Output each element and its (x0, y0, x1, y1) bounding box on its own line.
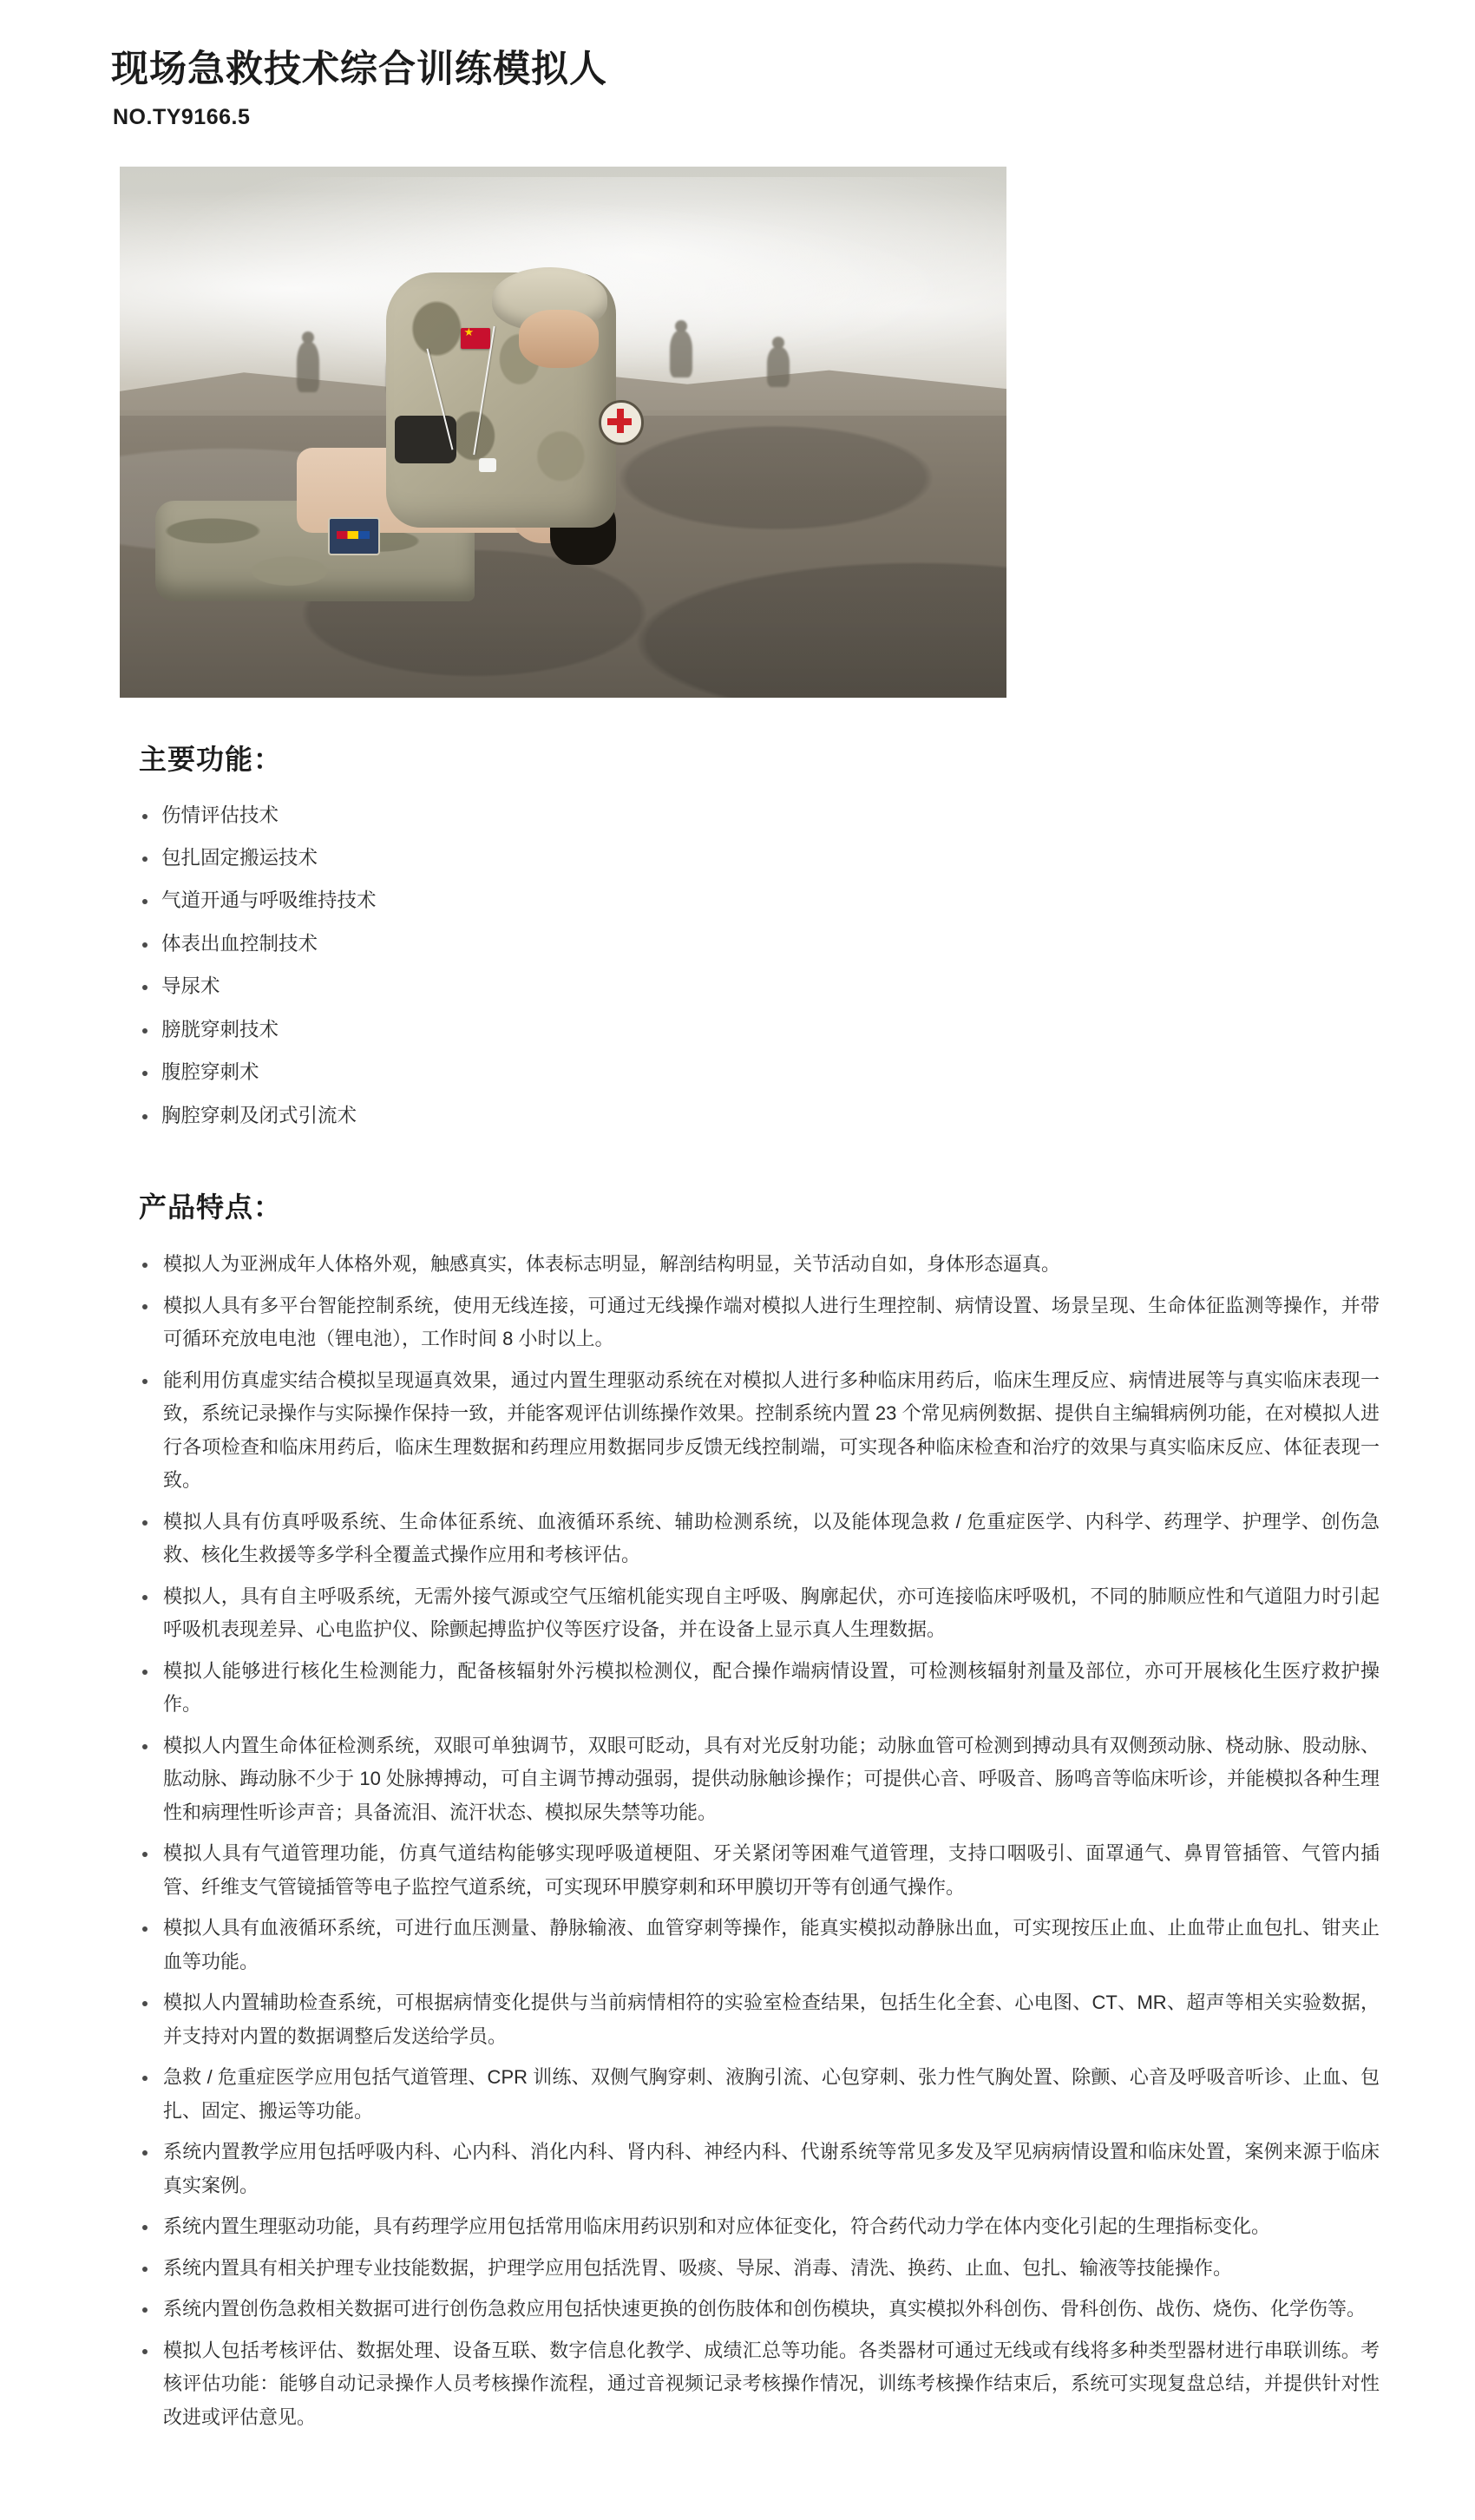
section-title-main-functions: 主要功能： (139, 743, 283, 775)
list-item: 模拟人具有多平台智能控制系统，使用无线连接，可通过无线操作端对模拟人进行生理控制、病情设置、场景呈现、生命体征监测等操作，并带可循环充放电电池（锂电池），工作时间 8 小时以上。 (139, 1290, 1380, 1356)
list-item: 急救 / 危重症医学应用包括气道管理、CPR 训练、双侧气胸穿刺、液胸引流、心包穿刺、张力性气胸处置、除颤、心音及呼吸音听诊、止血、包扎、固定、搬运等功能。 (139, 2061, 1380, 2128)
background-soldier-figure (297, 342, 319, 392)
red-cross-patch-icon (599, 400, 644, 445)
list-item: 模拟人具有仿真呼吸系统、生命体征系统、血液循环系统、辅助检测系统，以及能体现急救 / 危重症医学、内科学、药理学、护理学、创伤急救、核化生救援等多学科全覆盖式操作应用和考核评估。 (139, 1506, 1380, 1572)
list-item: 胸腔穿刺及闭式引流术 (139, 1100, 1380, 1132)
background-soldier-figure (767, 347, 790, 387)
main-functions-list (139, 800, 1380, 1132)
hero-image (120, 167, 1006, 698)
section-main-functions (139, 738, 1380, 1132)
list-item: 模拟人内置生命体征检测系统，双眼可单独调节，双眼可眨动，具有对光反射功能；动脉血管可检测到搏动具有双侧颈动脉、桡动脉、股动脉、肱动脉、踇动脉不少于 10 处脉搏搏动，可自主调节搏动强弱，提供动脉触诊操作；可提供心音、呼吸音、肠鸣音等临床听诊，并能模拟各种生理性和病理性听诊声音；具备流泪、流汗状态、模拟尿失禁等功能。 (139, 1729, 1380, 1830)
unit-badge-patch-icon (328, 517, 380, 555)
list-item: 模拟人能够进行核化生检测能力，配备核辐射外污模拟检测仪，配合操作端病情设置，可检测核辐射剂量及部位，亦可开展核化生医疗救护操作。 (139, 1655, 1380, 1722)
list-item: 系统内置创伤急救相关数据可进行创伤急救应用包括快速更换的创伤肢体和创伤模块，真实模拟外科创伤、骨科创伤、战伤、烧伤、化学伤等。 (139, 2293, 1380, 2326)
list-item: 能利用仿真虚实结合模拟呈现逼真效果，通过内置生理驱动系统在对模拟人进行多种临床用药后，临床生理反应、病情进展等与真实临床表现一致，系统记录操作与实际操作保持一致，并能客观评估训练操作效果。控制系统内置 23 个常见病例数据、提供自主编辑病例功能，在对模拟人进行各项检查和临床用药后，临床生理数据和药理应用数据同步反馈无线控制端，可实现各种临床检查和治疗的效果与真实临床反应、体征表现一致。 (139, 1364, 1380, 1498)
tactical-glove-icon (395, 416, 457, 463)
list-item: 模拟人为亚洲成年人体格外观，触感真实，体表标志明显，解剖结构明显，关节活动自如，身体形态逼真。 (139, 1248, 1380, 1282)
list-item: 气道开通与呼吸维持技术 (139, 885, 1380, 916)
list-item: 系统内置教学应用包括呼吸内科、心内科、消化内科、肾内科、神经内科、代谢系统等常见多发及罕见病病情设置和临床处置，案例来源于临床真实案例。 (139, 2136, 1380, 2202)
list-item: 伤情评估技术 (139, 800, 1380, 831)
list-item: 模拟人具有血液循环系统，可进行血压测量、静脉输液、血管穿刺等操作，能真实模拟动静脉出血，可实现按压止血、止血带止血包扎、钳夹止血等功能。 (139, 1912, 1380, 1979)
list-item: 模拟人包括考核评估、数据处理、设备互联、数字信息化教学、成绩汇总等功能。各类器材可通过无线或有线将多种类型器材进行串联训练。考核评估功能：能够自动记录操作人员考核操作流程，通过音视频记录考核操作情况，训练考核操作结束后，系统可实现复盘总结，并提供针对性改进或评估意见。 (139, 2334, 1380, 2435)
list-item: 体表出血控制技术 (139, 929, 1380, 960)
section-product-features (139, 1185, 1380, 2434)
field-first-aid-training-photo-icon (120, 167, 1006, 698)
list-item: 模拟人内置辅助检查系统，可根据病情变化提供与当前病情相符的实验室检查结果，包括生化全套、心电图、CT、MR、超声等相关实验数据，并支持对内置的数据调整后发送给学员。 (139, 1986, 1380, 2053)
list-item: 系统内置具有相关护理专业技能数据，护理学应用包括洗胃、吸痰、导尿、消毒、清洗、换药、止血、包扎、输液等技能操作。 (139, 2252, 1380, 2286)
page-title: 现场急救技术综合训练模拟人 (111, 49, 607, 90)
list-item: 包扎固定搬运技术 (139, 843, 1380, 874)
national-flag-patch-icon (461, 328, 490, 349)
document-header (0, 0, 1475, 130)
section-title-product-features: 产品特点： (139, 1191, 283, 1224)
product-features-list (139, 1248, 1380, 2434)
list-item: 导尿术 (139, 971, 1380, 1002)
list-item: 膀胱穿刺技术 (139, 1014, 1380, 1046)
background-soldier-figure (670, 331, 692, 377)
list-item: 模拟人，具有自主呼吸系统，无需外接气源或空气压缩机能实现自主呼吸、胸廓起伏，亦可连接临床呼吸机，不同的肺顺应性和气道阻力时引起呼吸机表现差异、心电监护仪、除颤起搏监护仪等医疗设备，并在设备上显示真人生理数据。 (139, 1580, 1380, 1647)
list-item: 系统内置生理驱动功能，具有药理学应用包括常用临床用药识别和对应体征变化，符合药代动力学在体内变化引起的生理指标变化。 (139, 2210, 1380, 2244)
sensor-module-icon (479, 458, 496, 472)
page-bottom-spacer (0, 2442, 1475, 2520)
list-item: 模拟人具有气道管理功能，仿真气道结构能够实现呼吸道梗阻、牙关紧闭等困难气道管理，支持口咽吸引、面罩通气、鼻胃管插管、气管内插管、纤维支气管镜插管等电子监控气道系统，可实现环甲膜穿刺和环甲膜切开等有创通气操作。 (139, 1837, 1380, 1904)
rescuer-head (519, 310, 599, 368)
model-code: NO.TY9166.5 (113, 104, 251, 129)
list-item: 腹腔穿刺术 (139, 1057, 1380, 1088)
